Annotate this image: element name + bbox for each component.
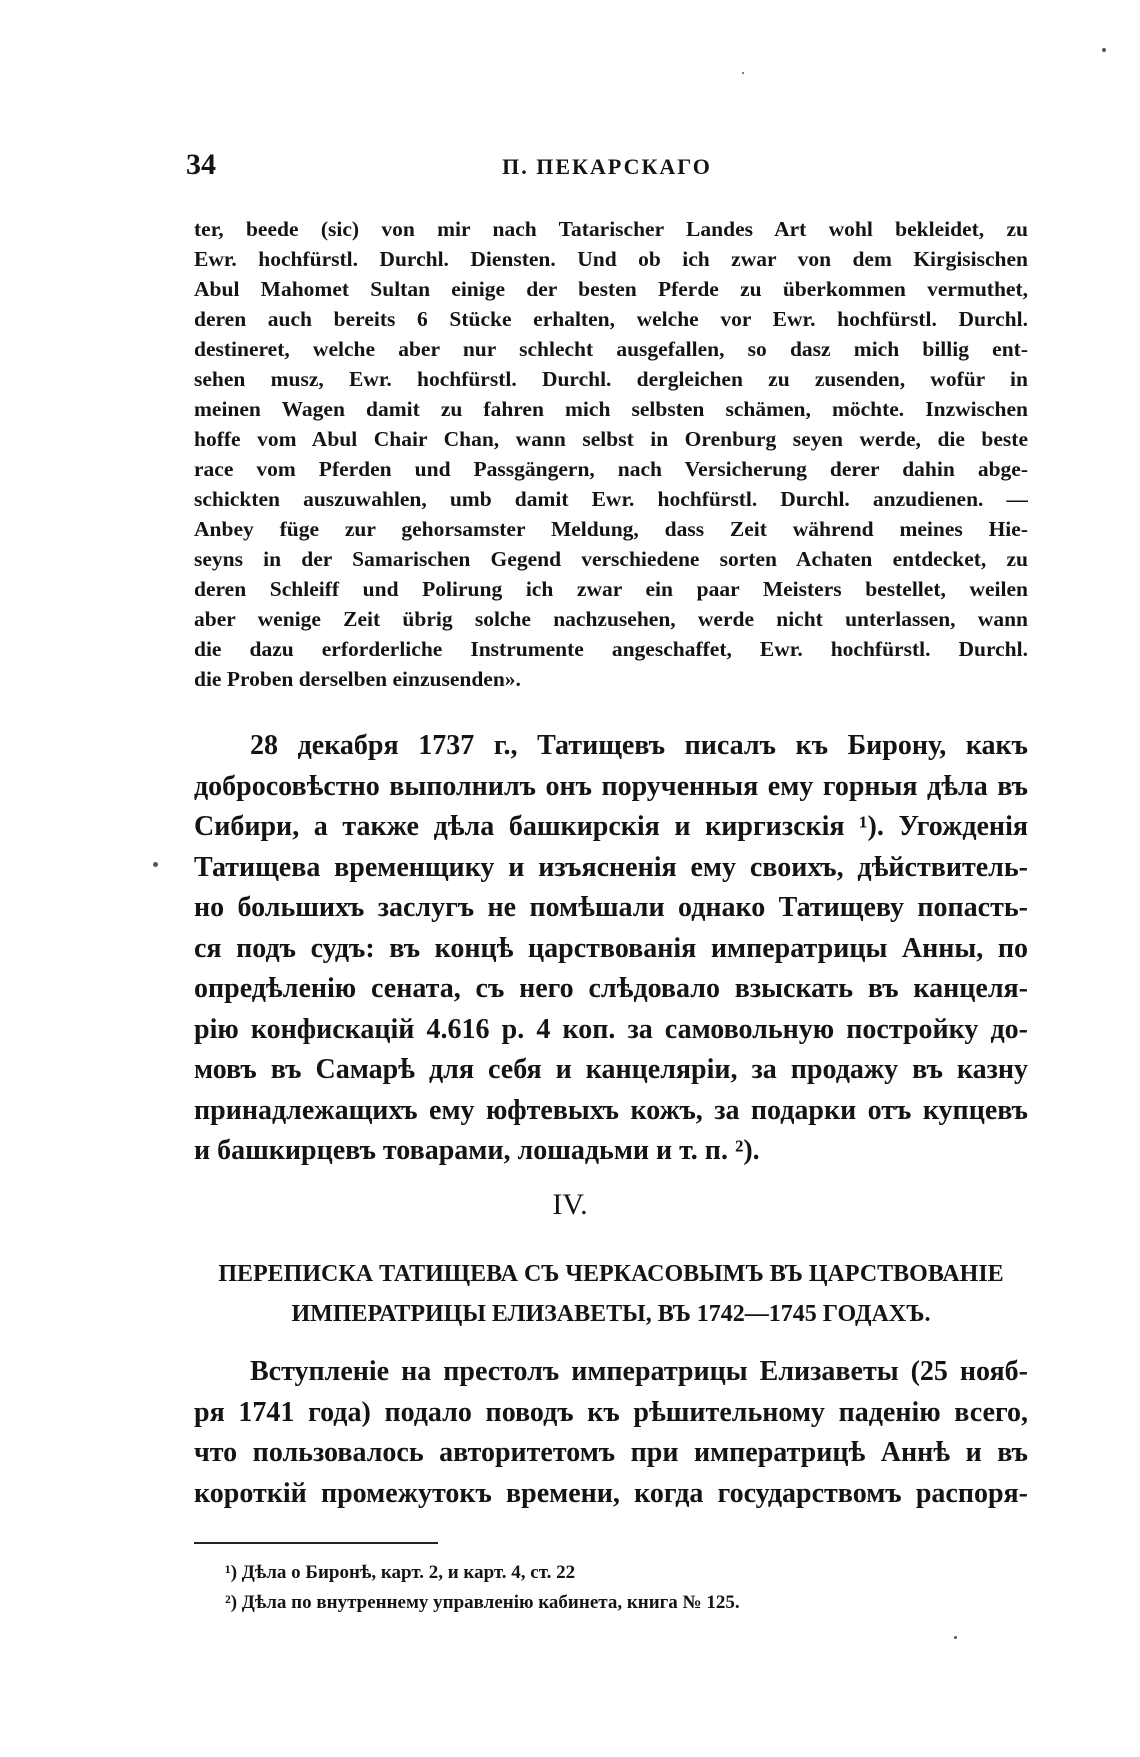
paragraph-line: ря 1741 года) подало поводъ къ рѣшительному паденію всего, bbox=[194, 1396, 1028, 1428]
paragraph-line: что пользовалось авторитетомъ при императрицѣ Аннѣ и въ bbox=[194, 1437, 1028, 1468]
scan-speck bbox=[1102, 48, 1106, 52]
quote-line: race vom Pferden und Passgängern, nach Versicherung derer dahin abge- bbox=[194, 457, 1028, 481]
quote-line: ter, beede (sic) von mir nach Tatarischer Landes Art wohl bekleidet, zu bbox=[194, 217, 1028, 241]
quote-line: sehen musz, Ewr. hochfürstl. Durchl. dergleichen zu zusenden, wofür in bbox=[194, 367, 1028, 391]
page-number: 34 bbox=[186, 148, 216, 181]
footnote-text: Дѣла по внутреннему управленію кабинета, книга № 125. bbox=[237, 1592, 740, 1613]
quote-line: schickten auszuwahlen, umb damit Ewr. hochfürstl. Durchl. anzudienen. — bbox=[194, 487, 1028, 511]
quote-line: Anbey füge zur gehorsamster Meldung, dass Zeit während meines Hie- bbox=[194, 517, 1028, 541]
paragraph-line: но большихъ заслугъ не помѣшали однако Татищеву попасть- bbox=[194, 892, 1028, 923]
body-paragraph-2 bbox=[194, 1352, 1028, 1514]
paragraph-line: и башкирцевъ товарами, лошадьми и т. п. ²). bbox=[194, 1135, 760, 1166]
paragraph-line: опредѣленію сената, съ него слѣдовало взыскать въ канцеля- bbox=[194, 973, 1028, 1004]
paragraph-line: Сибири, а также дѣла башкирскія и киргизскія ¹). Угожденія bbox=[194, 811, 1028, 842]
scan-speck bbox=[742, 72, 744, 74]
quote-line: Abul Mahomet Sultan einige der besten Pferde zu überkommen vermuthet, bbox=[194, 277, 1028, 301]
paragraph-line: добросовѣстно выполнилъ онъ порученныя ему горныя дѣла въ bbox=[194, 770, 1028, 802]
footnote bbox=[225, 1558, 1025, 1588]
paragraph-line: Вступленіе на престолъ императрицы Елизаветы (25 нояб- bbox=[250, 1356, 1028, 1387]
paragraph-line: 28 декабря 1737 г., Татищевъ писалъ къ Бирону, какъ bbox=[250, 730, 1028, 761]
page-header bbox=[186, 148, 1028, 188]
scan-speck bbox=[153, 862, 158, 867]
quote-line: meinen Wagen damit zu fahren mich selbsten schämen, möchte. Inzwischen bbox=[194, 397, 1028, 421]
section-title-line: ПЕРЕПИСКА ТАТИЩЕВА СЪ ЧЕРКАСОВЫМЪ ВЪ ЦАРСТВОВАНІЕ bbox=[218, 1261, 1004, 1287]
quote-line: seyns in der Samarischen Gegend verschiedene sorten Achaten entdecket, zu bbox=[194, 547, 1028, 571]
quote-line: die Proben derselben einzusenden». bbox=[194, 667, 521, 691]
paragraph-line: рію конфискацій 4.616 р. 4 коп. за самовольную постройку до- bbox=[194, 1013, 1028, 1045]
quote-line: aber wenige Zeit übrig solche nachzusehen, werde nicht unterlassen, wann bbox=[194, 607, 1028, 631]
footnote-marker: ²) bbox=[225, 1592, 238, 1613]
quote-line: deren auch bereits 6 Stücke erhalten, welche vor Ewr. hochfürstl. Durchl. bbox=[194, 307, 1028, 331]
section-number: IV. bbox=[552, 1188, 588, 1221]
paragraph-line: мовъ въ Самарѣ для себя и канцеляріи, за продажу въ казну bbox=[194, 1054, 1028, 1085]
paragraph-line: принадлежащихъ ему юфтевыхъ кожъ, за подарки отъ купцевъ bbox=[194, 1094, 1028, 1126]
paragraph-line: ся подъ судъ: въ концѣ царствованія императрицы Анны, по bbox=[194, 932, 1028, 964]
paragraph-line: Татищева временщику и изъясненія ему своихъ, дѣйствитель- bbox=[194, 851, 1028, 883]
quote-line: deren Schleiff und Polirung ich zwar ein paar Meisters bestellet, weilen bbox=[194, 577, 1028, 601]
quote-line: hoffe vom Abul Chair Chan, wann selbst in Orenburg seyen werde, die beste bbox=[194, 427, 1028, 451]
body-paragraph-1 bbox=[194, 726, 1028, 1172]
section-title bbox=[194, 1254, 1028, 1334]
section-title-line: ИМПЕРАТРИЦЫ ЕЛИЗАВЕТЫ, ВЪ 1742—1745 ГОДАХЪ. bbox=[291, 1301, 931, 1327]
quote-line: Ewr. hochfürstl. Durchl. Diensten. Und ob ich zwar von dem Kirgisischen bbox=[194, 247, 1028, 271]
scan-speck bbox=[954, 1636, 957, 1639]
paragraph-line: короткій промежутокъ времени, когда государствомъ распоря- bbox=[194, 1477, 1028, 1509]
footnote-text: Дѣла о Биронѣ, карт. 2, и карт. 4, ст. 22 bbox=[237, 1562, 576, 1583]
running-head: П. ПЕКАРСКАГО bbox=[502, 154, 712, 179]
german-quotation bbox=[194, 214, 1028, 694]
footnote-marker: ¹) bbox=[225, 1562, 238, 1583]
footnote-separator bbox=[194, 1542, 438, 1544]
quote-line: destineret, welche aber nur schlecht ausgefallen, so dasz mich billig ent- bbox=[194, 337, 1028, 361]
footnote bbox=[225, 1588, 1025, 1618]
footnotes bbox=[225, 1558, 1025, 1618]
quote-line: die dazu erforderliche Instrumente angeschaffet, Ewr. hochfürstl. Durchl. bbox=[194, 637, 1028, 661]
